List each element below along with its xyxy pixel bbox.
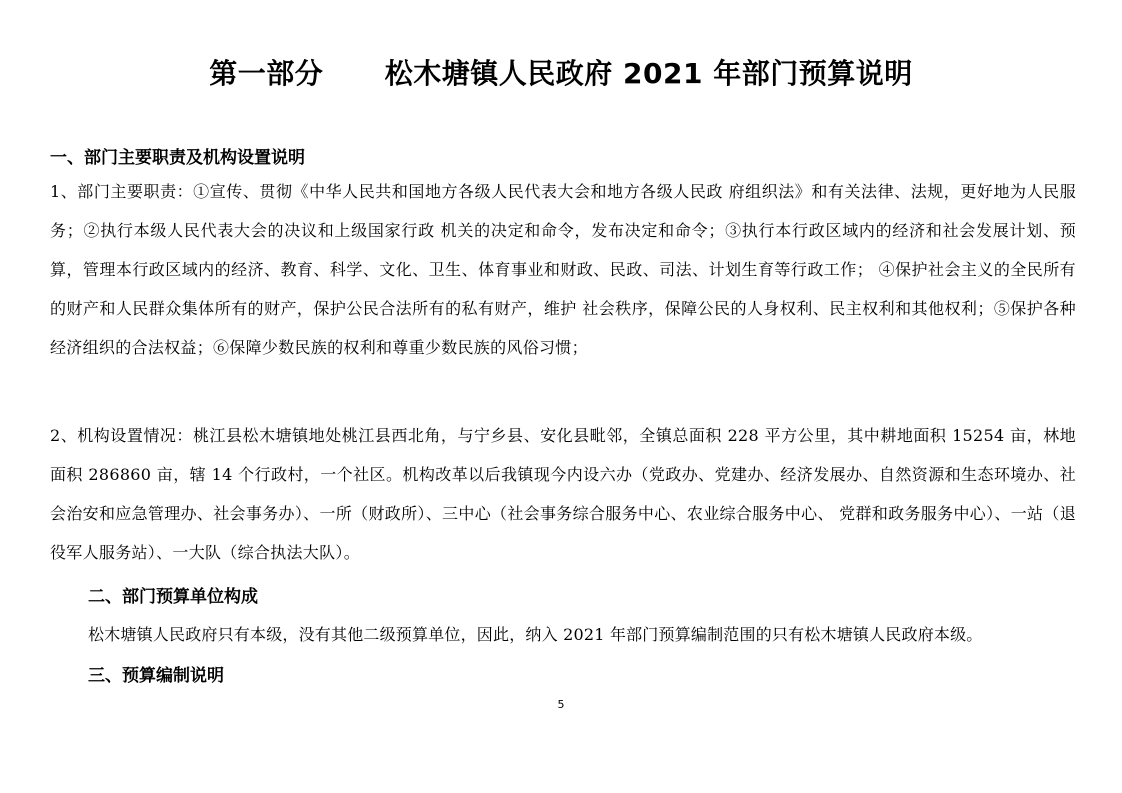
page-number: 5 [557, 698, 565, 711]
section-heading-budget-units: 二、部门预算单位构成 [88, 587, 258, 607]
section-heading-duties: 一、部门主要职责及机构设置说明 [50, 148, 305, 168]
paragraph-organization: 2、机构设置情况：桃江县松木塘镇地处桃江县西北角，与宁乡县、安化县毗邻，全镇总面积 228 平方公里，其中耕地面积 15254 亩，林地面积 286860 亩，辖 14 个行政村，一个社区。机构改革以后我镇现今内设六办（党政办、党建办、经济发展办、自然资源和生态环境办、社会治安和应急管理办、社会事务办）、一所（财政所）、三中心（社会事务综合服务中心、农业综合服务中心、 党群和政务服务中心）、一站（退役军人服务站）、一大队（综合执法大队）。 [50, 426, 1076, 562]
section-heading-budget-notes: 三、预算编制说明 [88, 666, 224, 686]
page-title: 第一部分 松木塘镇人民政府 2021 年部门预算说明 [209, 57, 913, 90]
paragraph-budget-units: 松木塘镇人民政府只有本级，没有其他二级预算单位，因此，纳入 2021 年部门预算编制范围的只有松木塘镇人民政府本级。 [88, 625, 983, 644]
paragraph-main-duties: 1、部门主要职责：①宣传、贯彻《中华人民共和国地方各级人民代表大会和地方各级人民政 府组织法》和有关法律、法规，更好地为人民服务；②执行本级人民代表大会的决议和上级国家行政 机关的决定和命令，发布决定和命令；③执行本行政区域内的经济和社会发展计划、预算，管理本行政区域内的经济、教育、科学、文化、卫生、体育事业和财政、民政、司法、计划生育等行政工作； ④保护社会主义的全民所有的财产和人民群众集体所有的财产，保护公民合法所有的私有财产，维护 社会秩序，保障公民的人身权利、民主权利和其他权利；⑤保护各种经济组织的合法权益；⑥保障少数民族的权利和尊重少数民族的风俗习惯； [50, 182, 1076, 357]
